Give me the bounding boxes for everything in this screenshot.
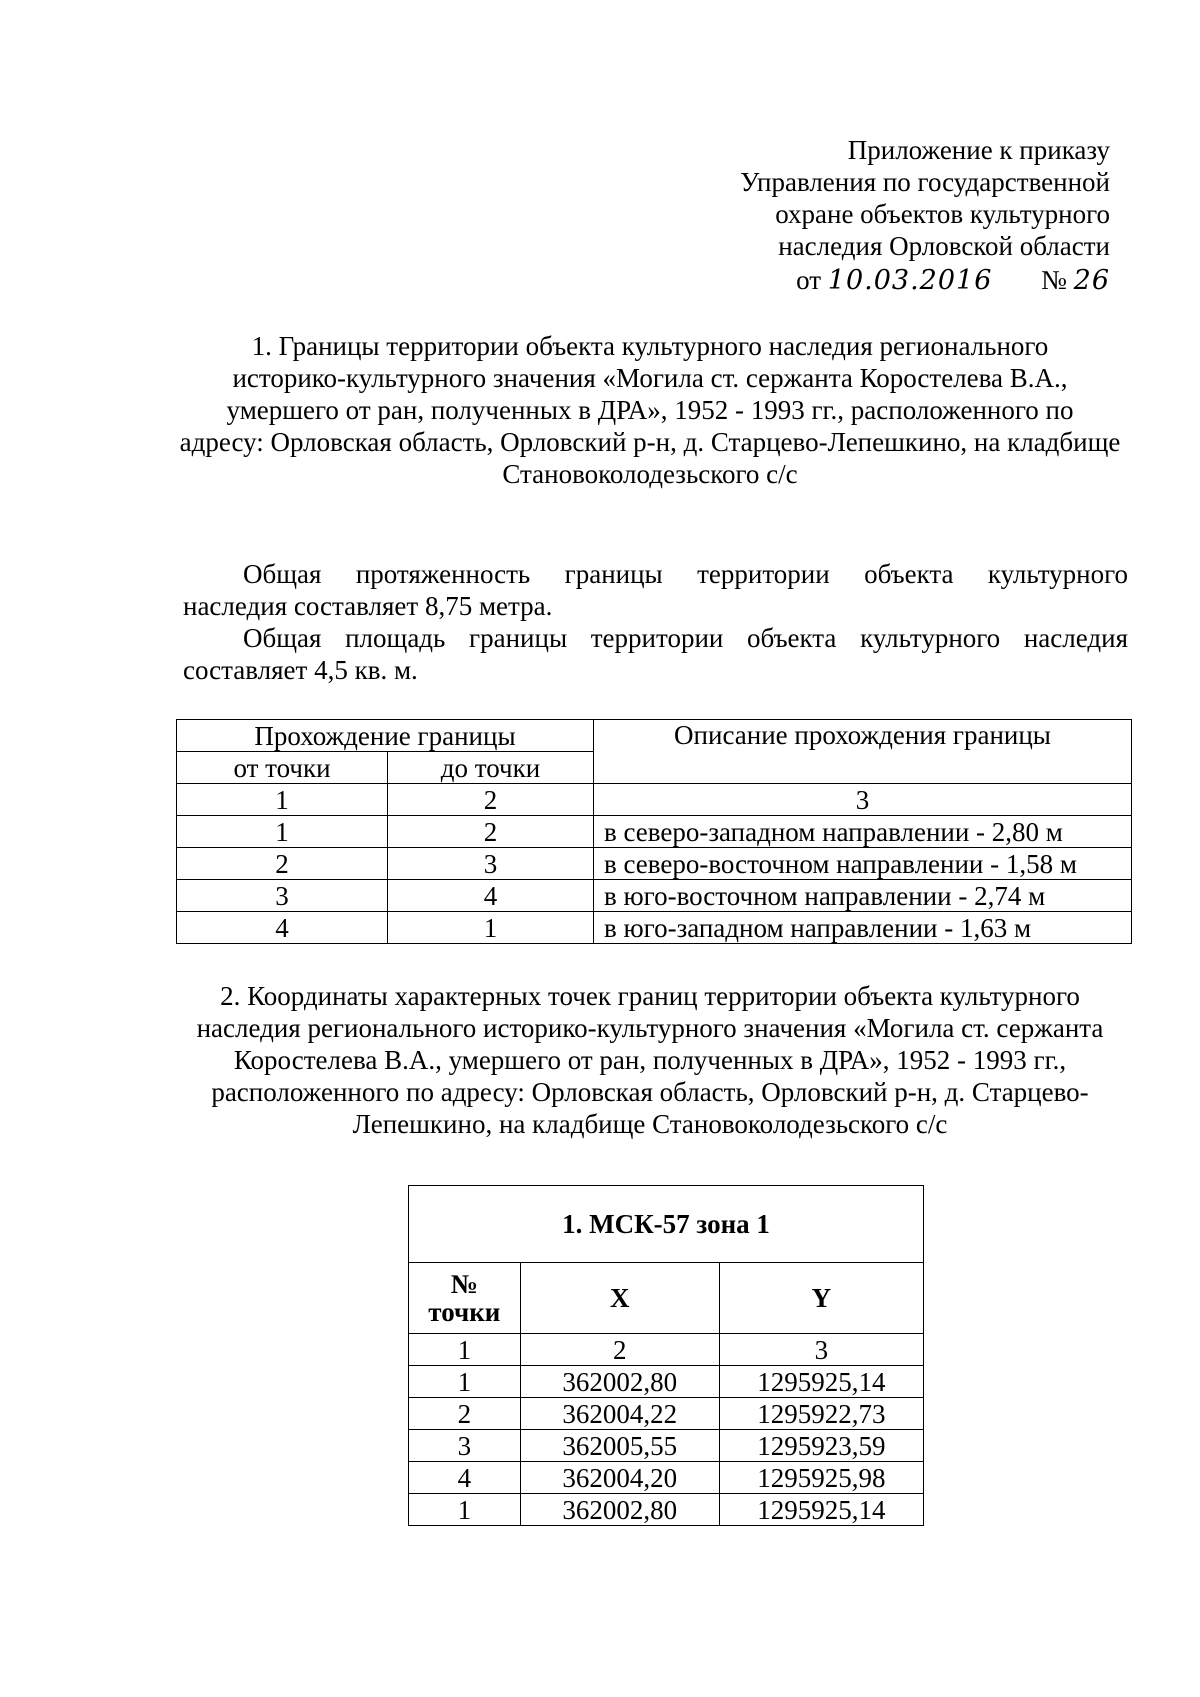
point-number-cell: 3 <box>409 1430 521 1462</box>
coordinates-table <box>408 1185 924 1526</box>
appendix-header <box>740 134 1110 297</box>
header-x: X <box>520 1263 719 1334</box>
table-row <box>409 1430 924 1462</box>
from-point-cell: 4 <box>177 912 388 944</box>
paragraph-line: наследия составляет 8,75 метра. <box>183 591 553 621</box>
description-cell: в северо-западном направлении - 2,80 м <box>594 816 1132 848</box>
table-row <box>409 1398 924 1430</box>
title-line: расположенного по адресу: Орловская область, Орловский р-н, д. Старцево- <box>211 1077 1089 1107</box>
from-point-cell: 1 <box>177 816 388 848</box>
title-line: умершего от ран, полученных в ДРА», 1952 - 1993 гг., расположенного по <box>226 395 1074 425</box>
table-numbering-row <box>409 1334 924 1366</box>
coordinates-table-caption: 1. МСК-57 зона 1 <box>409 1186 924 1263</box>
header-boundary-description: Описание прохождения границы <box>594 720 1132 784</box>
title-line: адресу: Орловская область, Орловский р-н, д. Старцево-Лепешкино, на кладбище <box>179 427 1121 457</box>
from-point-cell: 3 <box>177 880 388 912</box>
header-from-point: от точки <box>177 752 388 784</box>
title-line: Коростелева В.А., умершего от ран, полученных в ДРА», 1952 - 1993 гг., <box>233 1045 1067 1075</box>
point-number-cell: 1 <box>409 1494 521 1526</box>
title-line: 2. Координаты характерных точек границ территории объекта культурного <box>220 981 1080 1011</box>
description-cell: в юго-восточном направлении - 2,74 м <box>594 880 1132 912</box>
appendix-line: охране объектов культурного <box>775 199 1110 229</box>
to-point-cell: 3 <box>388 848 594 880</box>
to-point-cell: 1 <box>388 912 594 944</box>
x-cell: 362002,80 <box>520 1494 719 1526</box>
title-line: 1. Границы территории объекта культурного наследия регионального <box>251 331 1049 361</box>
table-numbering-row <box>177 784 1132 816</box>
table-row <box>177 880 1132 912</box>
section2-title <box>160 980 1140 1140</box>
table-row <box>409 1366 924 1398</box>
table-cell: 1 <box>409 1334 521 1366</box>
appendix-line: Приложение к приказу <box>847 135 1110 165</box>
header-y: Y <box>719 1263 923 1334</box>
to-point-cell: 2 <box>388 816 594 848</box>
y-cell: 1295925,14 <box>719 1494 923 1526</box>
table-cell: 2 <box>388 784 594 816</box>
y-cell: 1295925,14 <box>719 1366 923 1398</box>
from-point-cell: 2 <box>177 848 388 880</box>
y-cell: 1295922,73 <box>719 1398 923 1430</box>
total-length-paragraph <box>183 558 1128 622</box>
table-cell: 2 <box>520 1334 719 1366</box>
table-cell: 3 <box>719 1334 923 1366</box>
table-cell: 3 <box>594 784 1132 816</box>
handwritten-date: 10.03.2016 <box>827 265 993 296</box>
y-cell: 1295925,98 <box>719 1462 923 1494</box>
date-prefix: от <box>796 265 822 295</box>
point-number-cell: 1 <box>409 1366 521 1398</box>
header-point-number <box>409 1263 521 1334</box>
header-text: № <box>450 1269 478 1299</box>
y-cell: 1295923,59 <box>719 1430 923 1462</box>
x-cell: 362004,20 <box>520 1462 719 1494</box>
header-to-point: до точки <box>388 752 594 784</box>
boundary-table <box>176 719 1132 944</box>
appendix-line: наследия Орловской области <box>778 231 1110 261</box>
description-cell: в северо-восточном направлении - 1,58 м <box>594 848 1132 880</box>
x-cell: 362002,80 <box>520 1366 719 1398</box>
paragraph-line: Общая площадь границы территории объекта культурного наследия <box>243 623 1128 653</box>
table-row <box>177 816 1132 848</box>
header-text: точки <box>428 1297 501 1327</box>
paragraph-line: Общая протяженность границы территории объекта культурного <box>243 559 1128 589</box>
point-number-cell: 4 <box>409 1462 521 1494</box>
description-cell: в юго-западном направлении - 1,63 м <box>594 912 1132 944</box>
table-row <box>177 912 1132 944</box>
number-prefix: № <box>1041 265 1067 295</box>
appendix-line: Управления по государственной <box>740 167 1110 197</box>
point-number-cell: 2 <box>409 1398 521 1430</box>
title-line: наследия регионального историко-культурного значения «Могила ст. сержанта <box>196 1013 1104 1043</box>
x-cell: 362004,22 <box>520 1398 719 1430</box>
section1-title <box>170 330 1130 490</box>
title-line: Лепешкино, на кладбище Становоколодезьского с/с <box>352 1109 948 1139</box>
to-point-cell: 4 <box>388 880 594 912</box>
x-cell: 362005,55 <box>520 1430 719 1462</box>
table-row <box>409 1494 924 1526</box>
paragraph-line: составляет 4,5 кв. м. <box>183 655 418 685</box>
table-row <box>409 1462 924 1494</box>
title-line: историко-культурного значения «Могила ст. сержанта Коростелева В.А., <box>232 363 1068 393</box>
table-cell: 1 <box>177 784 388 816</box>
table-row <box>177 848 1132 880</box>
title-line: Становоколодезьского с/с <box>502 459 798 489</box>
handwritten-number: 26 <box>1073 265 1110 296</box>
total-area-paragraph <box>183 622 1128 686</box>
order-date-number <box>740 264 1110 297</box>
header-boundary-passage: Прохождение границы <box>177 720 594 752</box>
